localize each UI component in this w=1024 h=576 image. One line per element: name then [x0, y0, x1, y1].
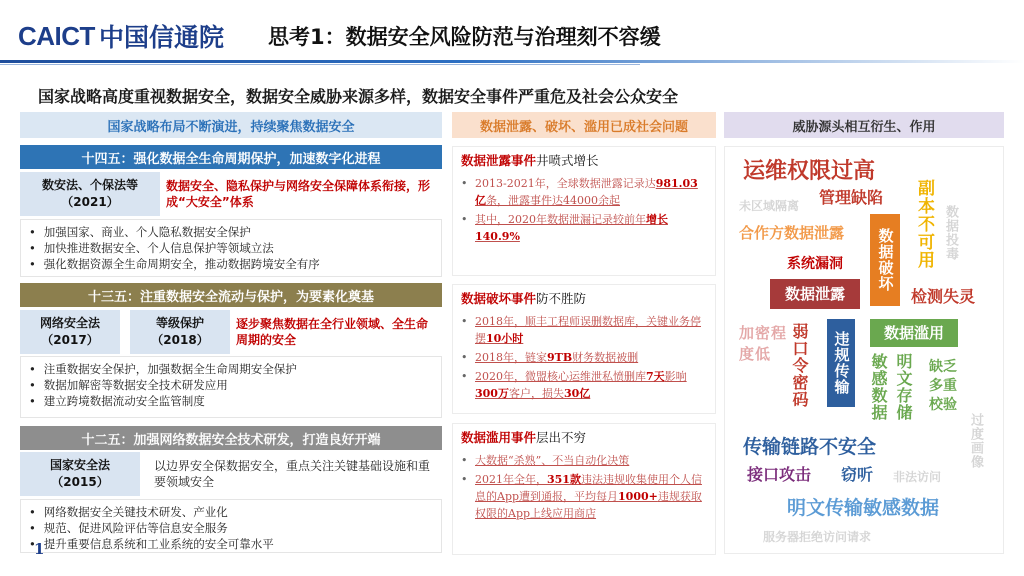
law-row-12th	[20, 452, 442, 496]
list-item	[461, 175, 707, 209]
logo-cn: 中国信通院	[98, 23, 224, 52]
page-number: 1	[34, 540, 45, 558]
list-item	[461, 211, 707, 245]
highlight: 10小时	[486, 332, 524, 345]
law-name: 数安法、个保法等	[41, 178, 138, 192]
header-divider	[0, 60, 1024, 63]
heading-rest: 防不胜防	[536, 291, 587, 306]
text: 条，泄露事件达44000余起	[486, 194, 620, 207]
band-14th-plan: 十四五：强化数据全生命周期保护，加速数字化进程	[20, 145, 442, 169]
cloud-word: 明文传输敏感数据	[787, 497, 940, 519]
law-note-14th: 数据安全、隐私保护与网络安全保障体系衔接，形成“大安全”体系	[166, 179, 431, 209]
cloud-word: 未区域隔离	[739, 199, 800, 213]
cloud-word: 加密程度低	[739, 324, 788, 363]
highlight: 增长140.9%	[475, 213, 668, 243]
law-name: 等级保护	[155, 316, 204, 330]
text: 2018年，顺丰工程师误删数据库，关键业务停摆	[475, 315, 701, 345]
text: 2021年全年，	[475, 473, 547, 486]
cloud-word: 敏感数据	[869, 353, 888, 421]
threat-word-cloud	[724, 146, 1004, 554]
law-note-12th: 以边界安全保数据安全，重点关注关键基础设施和重要领域安全	[154, 459, 431, 489]
law-year: （2018）	[151, 333, 209, 347]
cloud-word: 数据泄露	[770, 279, 860, 309]
heading-rest: 层出不穷	[536, 430, 587, 445]
cloud-word: 非法访问	[893, 470, 942, 484]
law-year: （2017）	[41, 333, 99, 347]
list-item: • 强化数据资源全生命周期安全，推动数据跨境安全有序	[29, 256, 433, 272]
heading-highlight: 数据破坏事件	[461, 291, 537, 306]
caict-logo	[18, 18, 224, 54]
cloud-word: 运维权限过高	[743, 159, 876, 184]
text: 影响	[664, 370, 687, 383]
band-12th-plan: 十二五：加强网络数据安全技术研发，打造良好开端	[20, 426, 442, 450]
middle-column-header: 数据泄露、破坏、滥用已成社会问题	[452, 112, 716, 138]
logo-en: CAICT	[18, 20, 95, 51]
cloud-word: 缺乏多重校验	[929, 359, 957, 413]
text: 财务数据被删	[572, 351, 639, 364]
law-box-mlps	[130, 310, 230, 354]
text: 大数据“杀熟”、不当自动化决策	[475, 454, 630, 467]
destroy-events-heading	[461, 289, 707, 307]
band-13th-plan: 十三五：注重数据安全流动与保护，为要素化奠基	[20, 283, 442, 307]
cloud-word: 管理缺陷	[819, 188, 884, 207]
slide-subtitle: 国家战略高度重视数据安全，数据安全威胁来源多样，数据安全事件严重危及社会公众安全	[38, 87, 679, 106]
list-item	[461, 452, 707, 469]
law-row-14th	[20, 172, 442, 216]
highlight: 30亿	[563, 387, 591, 400]
text: 2018年，链家	[475, 351, 547, 364]
text: 违规获取权限的App上线应用商店	[475, 490, 702, 520]
law-note-13th: 逐步聚焦数据在全行业领域、全生命周期的安全	[236, 317, 429, 347]
cloud-word: 数据投毒	[943, 205, 958, 261]
highlight: 9TB	[547, 351, 573, 364]
text: 2013-2021年，全球数据泄露记录达	[475, 177, 656, 190]
text: 客户，损失	[508, 387, 564, 400]
law-name: 国家安全法	[49, 458, 110, 472]
highlight: 351款	[547, 473, 581, 486]
destroy-events-box	[452, 284, 716, 414]
cloud-word: 窃听	[841, 465, 874, 484]
cloud-word: 接口攻击	[747, 465, 812, 484]
text: 2020年，微盟核心运维泄私愤删库	[475, 370, 646, 383]
list-item	[461, 349, 707, 366]
heading-highlight: 数据滥用事件	[461, 430, 537, 445]
cloud-word: 数据滥用	[870, 319, 958, 347]
text: 违法违规收集使用个人信息的App遭到通报，平均每月	[475, 473, 702, 503]
right-column-header: 威胁源头相互衍生、作用	[724, 112, 1004, 138]
highlight: 7天	[646, 370, 665, 383]
law-box-cybersecurity	[20, 310, 120, 354]
cloud-word: 明文存储	[894, 353, 913, 421]
cloud-word: 副本不可用	[914, 179, 934, 269]
abuse-events-list	[461, 452, 707, 522]
cloud-word: 数据破坏	[870, 214, 900, 306]
highlight: 981.03亿	[475, 177, 698, 207]
slide-title: 思考1：数据安全风险防范与治理刻不容缓	[268, 25, 661, 49]
list-item: • 网络数据安全关键技术研发、产业化	[29, 504, 433, 520]
cloud-word: 传输链路不安全	[743, 436, 877, 458]
cloud-word: 检测失灵	[911, 287, 976, 306]
law-name: 网络安全法	[39, 316, 100, 330]
list-item	[461, 368, 707, 402]
heading-highlight: 数据泄露事件	[461, 153, 537, 168]
cloud-word: 服务器拒绝访问请求	[763, 530, 872, 544]
left-column-header: 国家战略布局不断演进，持续聚焦数据安全	[20, 112, 442, 138]
highlight: 300万	[475, 387, 509, 400]
list-item: • 规范、促进风险评估等信息安全服务	[29, 520, 433, 536]
list-item: • 提升重要信息系统和工业系统的安全可靠水平	[29, 536, 433, 552]
list-item	[461, 471, 707, 522]
list-item: • 建立跨境数据流动安全监管制度	[29, 393, 433, 409]
law-box-dsl-pipl	[20, 172, 160, 216]
header-divider-thin	[0, 64, 640, 65]
bullet-list-14th	[20, 219, 442, 277]
list-item: • 数据加解密等数据安全技术研发应用	[29, 377, 433, 393]
cloud-word: 过度画像	[968, 413, 983, 469]
list-item: • 加快推进数据安全、个人信息保护等领域立法	[29, 240, 433, 256]
heading-rest: 井喷式增长	[536, 153, 599, 168]
cloud-word: 弱口令密码	[790, 323, 809, 408]
leak-events-heading	[461, 151, 707, 169]
highlight: 1000+	[618, 490, 658, 503]
abuse-events-heading	[461, 428, 707, 446]
text: 其中，2020年数据泄漏记录较前年	[475, 213, 646, 226]
leak-events-box	[452, 146, 716, 276]
list-item: • 加强国家、商业、个人隐私数据安全保护	[29, 224, 433, 240]
destroy-events-list	[461, 313, 707, 402]
abuse-events-box	[452, 423, 716, 555]
law-year: （2015）	[51, 475, 109, 489]
cloud-word: 违规传输	[827, 319, 855, 407]
list-item: • 注重数据安全保护，加强数据全生命周期安全保护	[29, 361, 433, 377]
cloud-word: 系统漏洞	[787, 256, 843, 272]
bullet-list-13th	[20, 356, 442, 418]
leak-events-list	[461, 175, 707, 245]
law-year: （2021）	[61, 195, 119, 209]
law-box-national-security	[20, 452, 140, 496]
bullet-list-12th	[20, 499, 442, 553]
law-row-13th	[20, 310, 442, 354]
cloud-word: 合作方数据泄露	[739, 224, 845, 242]
list-item	[461, 313, 707, 347]
